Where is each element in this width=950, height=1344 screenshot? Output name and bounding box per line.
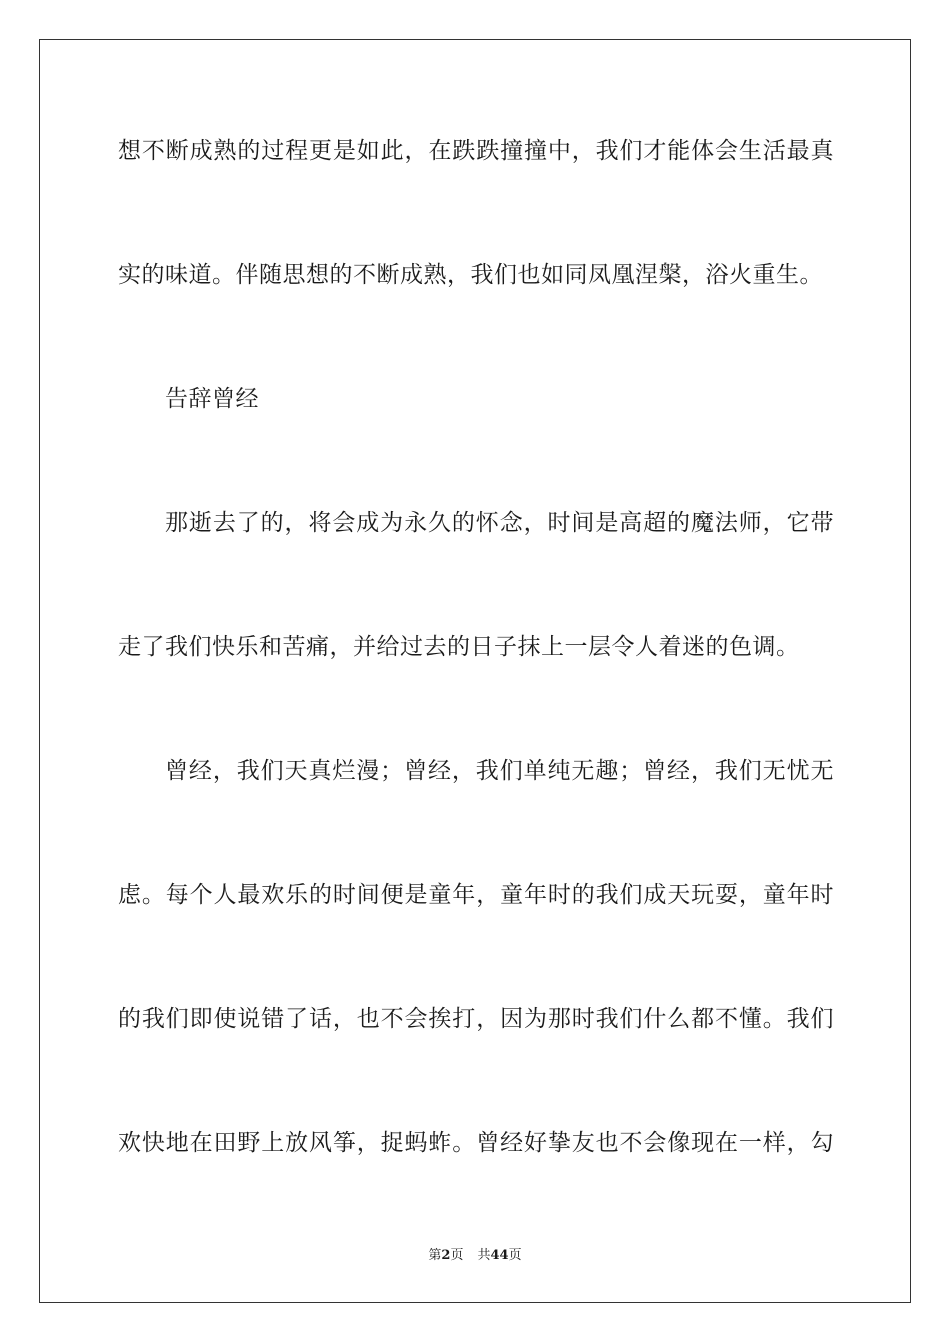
page-border xyxy=(39,39,911,1303)
body-text-line: 虑。每个人最欢乐的时间便是童年，童年时的我们成天玩耍，童年时 xyxy=(118,882,834,908)
body-text-line: 想不断成熟的过程更是如此，在跌跌撞撞中，我们才能体会生活最真 xyxy=(118,138,834,164)
total-prefix: 共 xyxy=(477,1248,491,1263)
total-pages: 44 xyxy=(490,1248,509,1263)
body-text-line: 实的味道。伴随思想的不断成熟，我们也如同凤凰涅槃，浴火重生。 xyxy=(118,262,823,288)
body-text-line: 走了我们快乐和苦痛，并给过去的日子抹上一层令人着迷的色调。 xyxy=(118,634,800,660)
body-text-line: 那逝去了的，将会成为永久的怀念，时间是高超的魔法师，它带 xyxy=(165,510,834,536)
body-text-line: 欢快地在田野上放风筝，捉蚂蚱。曾经好挚友也不会像现在一样，勾 xyxy=(118,1130,834,1156)
body-text-line: 曾经，我们天真烂漫；曾经，我们单纯无趣；曾经，我们无忧无 xyxy=(165,758,834,784)
page-number: 2 xyxy=(441,1248,451,1263)
page-footer xyxy=(0,1247,950,1265)
body-text-line: 的我们即使说错了话，也不会挨打，因为那时我们什么都不懂。我们 xyxy=(118,1006,834,1032)
page-prefix: 第 xyxy=(428,1248,442,1263)
total-suffix: 页 xyxy=(508,1248,522,1263)
page-suffix: 页 xyxy=(450,1248,464,1263)
section-heading: 告辞曾经 xyxy=(165,386,259,412)
